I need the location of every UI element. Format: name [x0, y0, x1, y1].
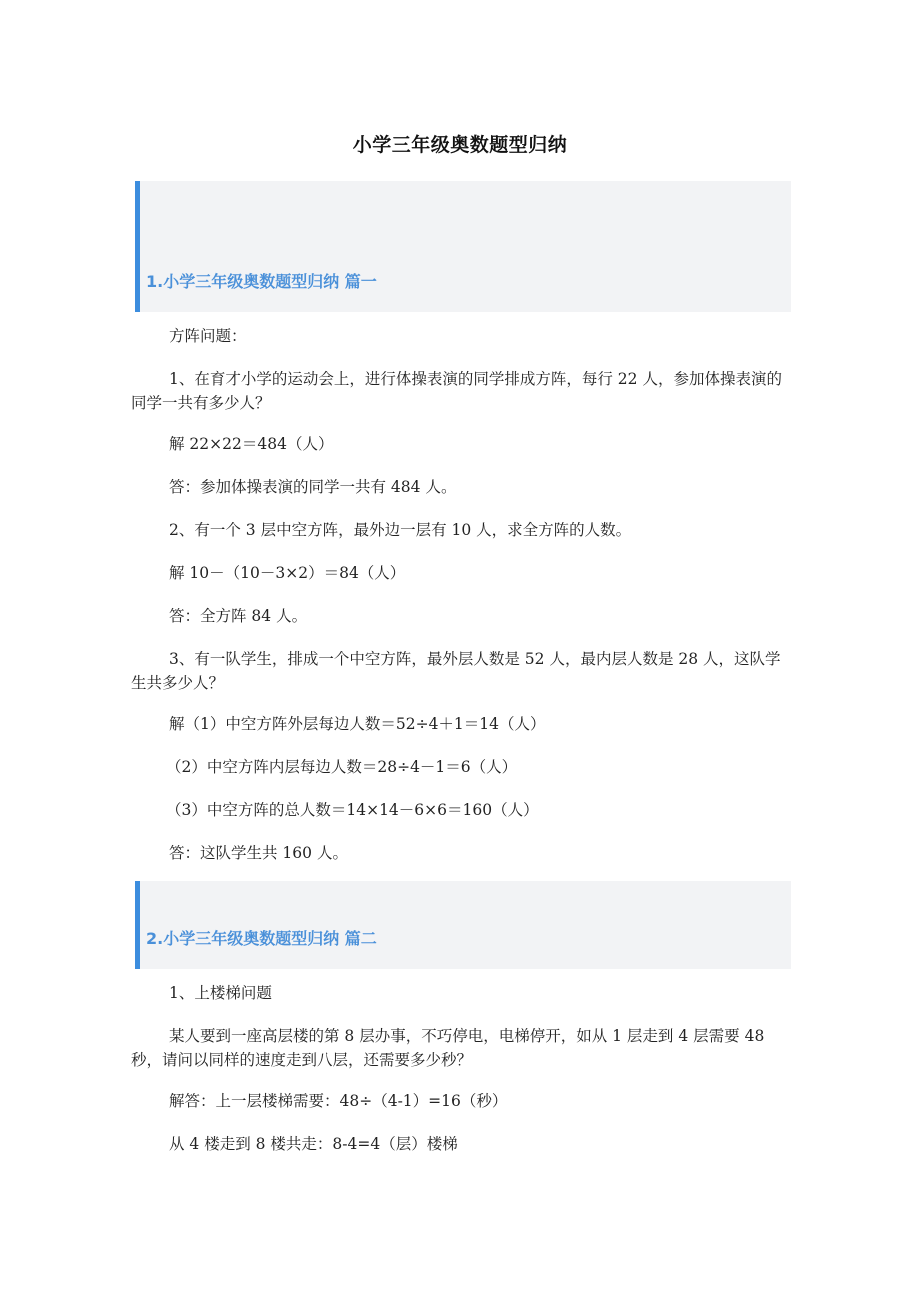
paragraph: 方阵问题：: [169, 327, 247, 345]
paragraph: 2、有一个 3 层中空方阵，最外边一层有 10 人，求全方阵的人数。: [169, 521, 632, 539]
paragraph: 解 22×22＝484（人）: [169, 435, 334, 453]
section-header-2: [135, 881, 791, 969]
paragraph: 答：这队学生共 160 人。: [169, 844, 348, 862]
paragraph: 解答：上一层楼梯需要：48÷（4-1）=16（秒）: [169, 1092, 508, 1110]
paragraph: 解（1）中空方阵外层每边人数＝52÷4＋1＝14（人）: [169, 715, 546, 733]
section-header-1: [135, 181, 791, 312]
paragraph: 答：参加体操表演的同学一共有 484 人。: [169, 478, 457, 496]
paragraph: 1、上楼梯问题: [169, 984, 272, 1002]
paragraph: 1、在育才小学的运动会上，进行体操表演的同学排成方阵，每行 22 人，参加体操表演的同学一共有多少人？: [131, 370, 782, 412]
paragraph: （3）中空方阵的总人数＝14×14－6×6＝160（人）: [166, 801, 539, 819]
paragraph: 某人要到一座高层楼的第 8 层办事，不巧停电，电梯停开，如从 1 层走到 4 层需要 48 秒，请问以同样的速度走到八层，还需要多少秒？: [131, 1027, 765, 1069]
paragraph: （2）中空方阵内层每边人数＝28÷4－1＝6（人）: [166, 758, 518, 776]
page-title: 小学三年级奥数题型归纳: [352, 134, 568, 156]
section-heading: 2.小学三年级奥数题型归纳 篇二: [146, 929, 377, 948]
paragraph: 答：全方阵 84 人。: [169, 607, 308, 625]
section-heading: 1.小学三年级奥数题型归纳 篇一: [146, 272, 377, 291]
paragraph: 3、有一队学生，排成一个中空方阵，最外层人数是 52 人，最内层人数是 28 人，这队学生共多少人？: [131, 650, 781, 692]
paragraph: 解 10－（10－3×2）＝84（人）: [169, 564, 406, 582]
paragraph: 从 4 楼走到 8 楼共走：8-4=4（层）楼梯: [169, 1135, 458, 1153]
